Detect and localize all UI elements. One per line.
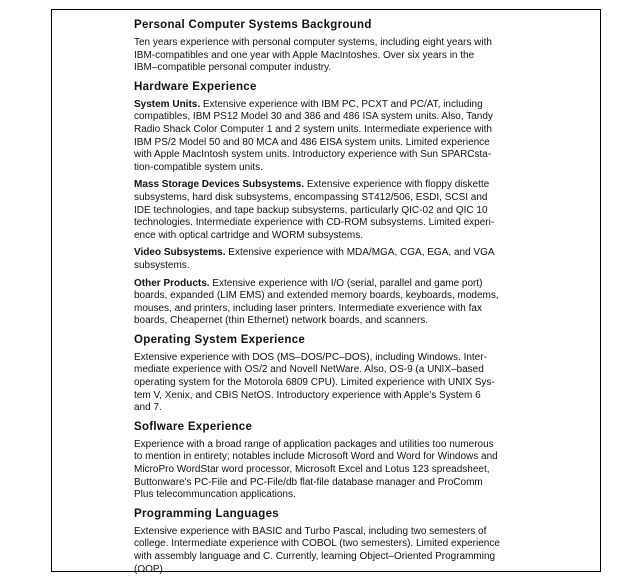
resume-section [134,507,544,576]
line-text: Extensive experience with I/O (serial, parallel and game port) [209,277,483,289]
paragraph-line [134,451,544,464]
paragraph-line [134,315,544,328]
paragraph-line [134,303,544,316]
line-text: Extensive experience with IBM PC, PCXT and PC/AT, including [200,98,483,110]
section-paragraph [134,247,544,272]
line-text: IBM-compatibles and one year with Apple MacIntoshes. Over six years in the [134,49,475,61]
section-paragraph [134,526,544,576]
section-paragraph [134,352,544,415]
line-text: mediate experience with OS/2 and Novell NetWare. Also, OS-9 (a UNIX–based [134,364,484,376]
paragraph-line [134,489,544,502]
line-text: ence with optical cartridge and WORM subsystems. [134,229,363,241]
line-text: college. Intermediate experience with COBOL (two semesters). Limited experience [134,538,500,550]
paragraph-line [134,62,544,75]
paragraph-line [134,205,544,218]
line-text: with Apple MacIntosh system units. Introductory experience with Sun SPARCsta- [134,149,492,161]
paragraph-line [134,99,544,112]
paragraph-line [134,162,544,175]
paragraph-line [134,179,544,192]
line-text: Extensive experience with BASIC and Turbo Pascal, including two semesters of [134,525,487,537]
section-heading: Personal Computer Systems Background [134,19,372,31]
line-text: and 7. [134,402,162,414]
line-text: with assembly language and C. Currently, learning Object–Oriented Programming [134,551,496,562]
paragraph-line [134,364,544,377]
section-paragraph [134,439,544,502]
paragraph-line [134,290,544,303]
line-text: subsystems. [134,259,190,271]
line-text: Extensive experience with DOS (MS–DOS/PC–DOS), including Windows. Inter- [134,351,487,363]
section-paragraph [134,278,544,328]
paragraph-line [134,278,544,291]
section-paragraph [134,179,544,242]
paragraph-lead: Video Subsystems. [134,247,226,259]
paragraph-line [134,260,544,273]
line-text: Extensive experience with floppy diskette [304,179,490,191]
paragraph-line [134,477,544,490]
paragraph-line [134,124,544,137]
paragraph-line [134,439,544,452]
paragraph-line [134,111,544,124]
section-heading: Soflware Experience [134,420,253,433]
line-text: compatibles, IBM PS12 Model 30 and 386 and 486 ISA system units. Also, Tandy [134,111,493,123]
line-text: Buttonware's PC-File and PC-File/db flat-file database manager and ProComm [134,476,483,488]
resume-section [134,333,544,415]
line-text: subsystems, hard disk subsystems, encompassing ST412/506, ESDI, SCSI and [134,191,488,203]
line-text: Extensive experience with MDA/MGA, CGA, EGA, and VGA [225,247,495,259]
line-text: MicroPro WordStar word processor, Microsoft Excel and Lotus 123 spreadsheet, [134,464,490,476]
paragraph-line [134,230,544,243]
paragraph-lead: Other Products. [134,277,210,289]
line-text: boards, Cheapernet (thin Ethernet) network boards, and scanners. [134,315,429,327]
line-text: Radio Shack Color Computer 1 and 2 system units. Intermediate experience with [134,123,492,135]
resume-section [134,18,544,75]
line-text: tem V, Xenix, and CBIS NetOS. Introductory experience with Apple's System 6 [134,389,481,401]
paragraph-lead: System Units. [134,98,201,110]
paragraph-line [134,464,544,477]
resume-content [134,18,544,581]
paragraph-line [134,137,544,150]
line-text: IBM–compatible personal computer industry. [134,62,332,74]
paragraph-line [134,402,544,415]
line-text: operating system for the Motorola 6809 CPU). Limited experience with UNIX Sys- [134,377,495,389]
section-heading: Hardware Experience [134,80,257,93]
section-heading: Programming Languages [134,507,279,520]
paragraph-line [134,564,544,577]
section-paragraph [134,99,544,175]
paragraph-lead: Mass Storage Devices Subsystems. [134,179,305,191]
line-text: technologies. Intermediate experience with CD-ROM subsystems. Limited experi- [134,217,495,229]
paragraph-line [134,192,544,205]
section-paragraph [134,37,544,75]
paragraph-line [134,37,544,50]
paragraph-line [134,526,544,539]
line-text: (OOP). [134,563,166,575]
line-text: Plus telecommuncation applications. [134,489,296,501]
line-text: boards, expanded (LIM EMS) and extended memory boards, keyboards, modems, [134,290,499,302]
paragraph-line [134,217,544,230]
line-text: Experience with a broad range of application packages and utilities too numerous [134,438,494,450]
paragraph-line [134,352,544,365]
paragraph-line [134,50,544,63]
line-text: to mention in entirety; notables include Microsoft Word and Word for Windows and [134,451,498,463]
resume-section [134,80,544,328]
paragraph-line [134,377,544,390]
line-text: tion-compatible system units. [134,161,263,173]
paragraph-line [134,551,544,564]
paragraph-line [134,149,544,162]
paragraph-line [134,538,544,551]
paragraph-line [134,247,544,260]
line-text: IBM PS/2 Model 50 and 80 MCA and 486 EISA system units. Limited experience [134,136,490,148]
paragraph-line [134,390,544,403]
section-heading: Operating System Experience [134,333,306,346]
line-text: Ten years experience with personal computer systems, including eight years with [134,37,492,48]
line-text: mouses, and printers, including laser printers. Intermediate exverience with fax [134,302,482,314]
resume-section [134,420,544,502]
line-text: IDE technologies, and tape backup subsystems, particularly QIC-02 and QIC 10 [134,204,488,216]
